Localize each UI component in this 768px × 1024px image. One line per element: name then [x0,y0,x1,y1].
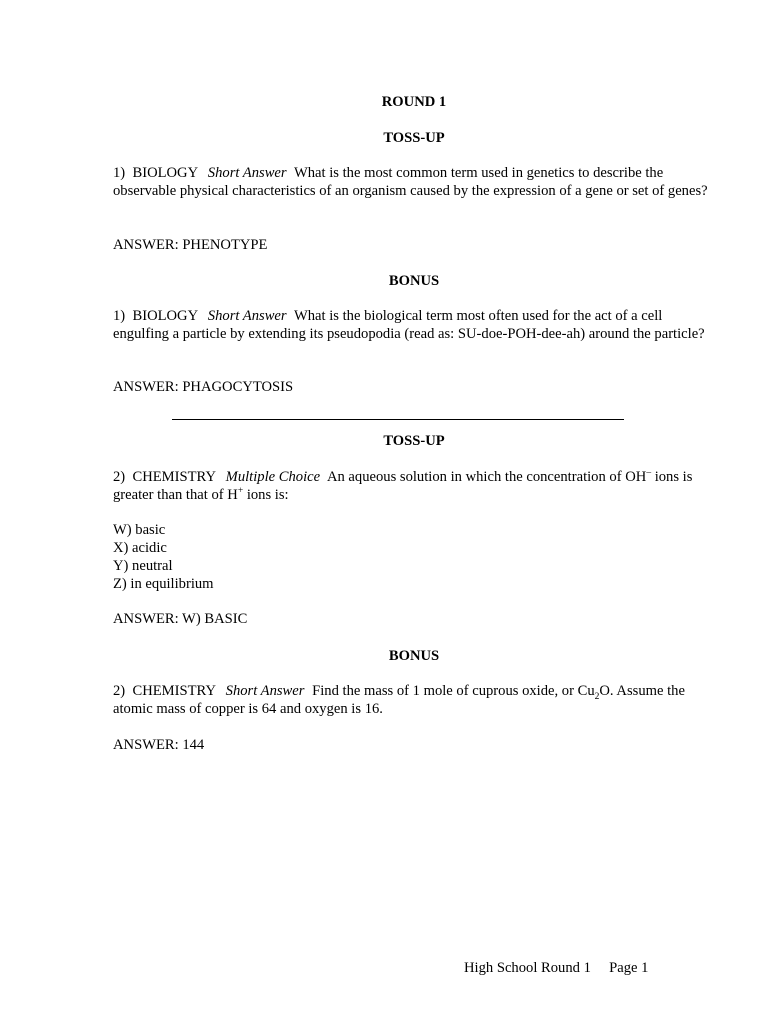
superscript-minus: – [646,468,652,479]
question-number: 1) [113,308,126,324]
section-divider [172,419,624,420]
footer-page-number: Page 1 [609,960,649,976]
question-format: Short Answer [207,308,287,324]
question-category: BIOLOGY [132,308,199,324]
question-number: 2) [113,683,126,699]
question-format: Short Answer [225,683,305,699]
footer-level: High School Round 1 [464,960,591,976]
tossup-1-heading: TOSS-UP [383,130,445,146]
bonus-1-heading: BONUS [388,273,440,289]
bonus-1-answer: ANSWER: PHAGOCYTOSIS [113,379,294,395]
question-text-part1: An aqueous solution in which the concentration of OH [326,469,647,485]
tossup-1-question [113,164,713,200]
choice-w: W) basic [113,522,166,538]
bonus-1-question [113,307,713,343]
question-text: What is the most common term used in genetics to describe the observable physical characteristics of an organism caused by the expression of a gene or set of genes? [113,165,708,199]
question-text-part1: Find the mass of 1 mole of cuprous oxide, or Cu [312,683,595,699]
question-category: BIOLOGY [132,165,199,181]
choice-y: Y) neutral [113,558,173,574]
question-format: Short Answer [207,165,287,181]
superscript-plus: + [237,486,244,497]
question-text-part2: O. Assume the atomic mass of copper is 64 and oxygen is 16. [113,683,685,717]
tossup-2-question [113,468,713,504]
round-title: ROUND 1 [381,94,447,110]
tossup-2-choices [113,521,713,593]
tossup-2-heading: TOSS-UP [383,433,445,449]
subscript-two: 2 [594,691,600,702]
question-category: CHEMISTRY [132,469,216,485]
question-number: 2) [113,469,126,485]
bonus-2-question [113,682,713,718]
tossup-1-answer: ANSWER: PHENOTYPE [113,237,268,253]
question-format: Multiple Choice [225,469,321,485]
question-text: What is the biological term most often used for the act of a cell engulfing a particle by extending its pseudopodia (read as: SU-doe-POH-dee-ah) around the particle? [113,308,705,342]
bonus-2-heading: BONUS [388,648,440,664]
choice-x: X) acidic [113,540,167,556]
bonus-2-answer: ANSWER: 144 [113,737,205,753]
question-category: CHEMISTRY [132,683,216,699]
question-text-part3: ions is: [243,487,289,503]
question-number: 1) [113,165,126,181]
question-text-part2: ions is greater than that of H [113,469,693,503]
choice-z: Z) in equilibrium [113,576,214,592]
tossup-2-answer: ANSWER: W) BASIC [113,611,248,627]
page-footer [464,959,648,977]
